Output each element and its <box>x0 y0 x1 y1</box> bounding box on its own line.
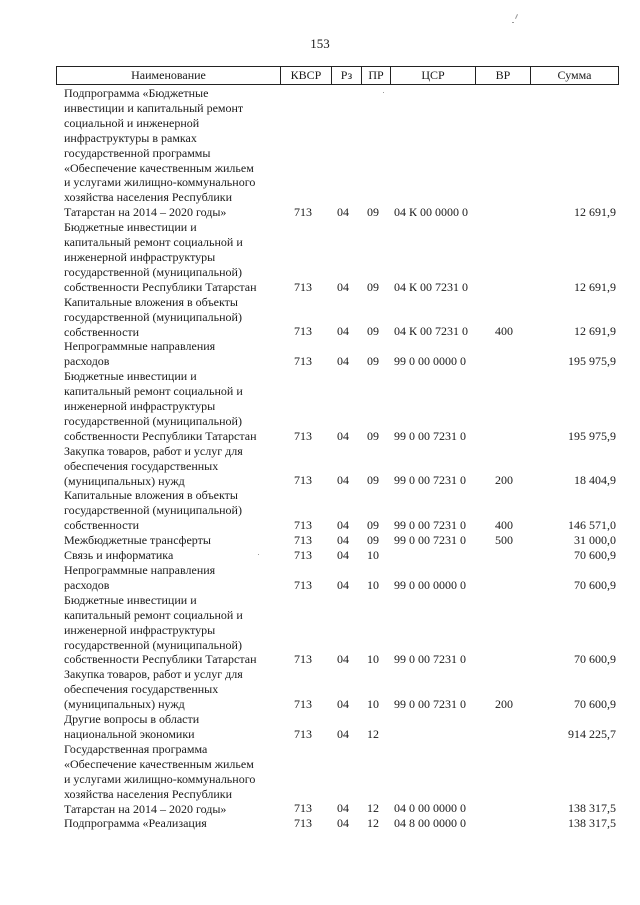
cell-pr: 09 <box>367 354 379 369</box>
header-pr: ПР <box>361 67 390 84</box>
cell-rz: 04 <box>337 652 349 667</box>
cell-csr <box>394 548 484 563</box>
cell-csr: 99 0 00 7231 0 <box>394 428 466 443</box>
cell-vr: 400 <box>495 324 513 339</box>
table-row <box>0 563 640 593</box>
cell-pr: 09 <box>367 324 379 339</box>
cell-rz: 04 <box>337 533 349 548</box>
table-row <box>0 295 640 340</box>
scan-speck <box>383 92 384 93</box>
cell-csr: 99 0 00 7231 0 <box>394 518 466 533</box>
table-row <box>0 712 640 742</box>
cell-name: Другие вопросы в области национальной экономики <box>64 712 200 741</box>
cell-pr: 10 <box>367 577 379 592</box>
cell-pr: 09 <box>367 205 379 220</box>
table-row <box>0 593 640 668</box>
cell-pr: 09 <box>367 518 379 533</box>
cell-name: Подпрограмма «Бюджетные инвестиции и капитальный ремонт социальной и инженерной инфраструктуры в рамках государственной программы «Обеспечение качественным жильем и услугами жилищно-коммунального хозяйства населения Республики Татарстан на 2014 – 2020 годы» <box>64 86 256 220</box>
page-number: 153 <box>310 36 330 51</box>
cell-kvsr: 713 <box>294 473 312 488</box>
cell-sum: 914 225,7 <box>568 726 616 741</box>
cell-kvsr: 713 <box>294 652 312 667</box>
cell-name: Капитальные вложения в объекты государственной (муниципальной) собственности <box>64 294 242 339</box>
cell-sum: 138 317,5 <box>568 801 616 816</box>
cell-vr: 400 <box>495 518 513 533</box>
cell-vr <box>490 280 518 295</box>
table-row <box>0 86 640 220</box>
cell-kvsr: 713 <box>294 697 312 712</box>
cell-kvsr: 713 <box>294 279 312 294</box>
cell-rz: 04 <box>337 473 349 488</box>
budget-table <box>0 86 640 831</box>
scan-speck <box>258 554 259 555</box>
cell-name: Межбюджетные трансферты <box>64 533 211 548</box>
cell-rz: 04 <box>337 428 349 443</box>
cell-kvsr: 713 <box>294 577 312 592</box>
header-vr: ВР <box>475 67 530 84</box>
table-row <box>0 369 640 444</box>
cell-name: Государственная программа «Обеспечение качественным жильем и услугами жилищно-коммунального хозяйства населения Республики Татарстан на 2014 – 2020 годы» <box>64 741 256 816</box>
cell-rz: 04 <box>337 205 349 220</box>
cell-vr <box>490 429 518 444</box>
cell-sum: 12 691,9 <box>574 324 616 339</box>
cell-kvsr: 713 <box>294 801 312 816</box>
cell-kvsr: 713 <box>294 324 312 339</box>
table-row <box>0 444 640 489</box>
cell-pr: 12 <box>367 726 379 741</box>
cell-vr <box>490 816 518 831</box>
cell-kvsr: 713 <box>294 428 312 443</box>
cell-rz: 04 <box>337 697 349 712</box>
cell-csr: 04 К 00 7231 0 <box>394 324 469 339</box>
cell-csr: 04 0 00 0000 0 <box>394 801 466 816</box>
cell-pr: 09 <box>367 533 379 548</box>
cell-rz: 04 <box>337 354 349 369</box>
cell-vr <box>490 578 518 593</box>
cell-name: Подпрограмма «Реализация <box>64 816 207 831</box>
cell-pr: 09 <box>367 473 379 488</box>
cell-name: Бюджетные инвестиции и капитальный ремонт социальной и инженерной инфраструктуры государственной (муниципальной) собственности Республики Татарстан <box>64 369 257 443</box>
table-row <box>0 533 640 548</box>
cell-sum: 195 975,9 <box>568 428 616 443</box>
header-name: Наименование <box>131 68 206 82</box>
cell-csr: 04 К 00 7231 0 <box>394 279 469 294</box>
cell-csr: 99 0 00 0000 0 <box>394 577 466 592</box>
cell-kvsr: 713 <box>294 533 312 548</box>
cell-rz: 04 <box>337 577 349 592</box>
cell-csr: 99 0 00 7231 0 <box>394 697 466 712</box>
cell-sum: 70 600,9 <box>574 548 616 562</box>
cell-rz: 04 <box>337 548 349 562</box>
cell-vr: 200 <box>495 697 513 712</box>
cell-pr: 10 <box>367 697 379 712</box>
cell-sum: 12 691,9 <box>574 279 616 294</box>
cell-csr <box>394 727 484 742</box>
cell-kvsr: 713 <box>294 205 312 220</box>
cell-name: Бюджетные инвестиции и капитальный ремонт социальной и инженерной инфраструктуры государственной (муниципальной) собственности Республики Татарстан <box>64 220 257 294</box>
cell-kvsr: 713 <box>294 354 312 369</box>
cell-vr: 500 <box>495 533 513 548</box>
cell-pr: 09 <box>367 428 379 443</box>
cell-sum: 31 000,0 <box>574 533 616 548</box>
cell-rz: 04 <box>337 816 349 831</box>
table-row <box>0 816 640 831</box>
cell-pr: 09 <box>367 279 379 294</box>
scan-speck <box>515 14 518 19</box>
cell-sum: 70 600,9 <box>574 652 616 667</box>
cell-pr: 10 <box>367 548 379 562</box>
cell-sum: 138 317,5 <box>568 816 616 831</box>
cell-rz: 04 <box>337 801 349 816</box>
header-rz: Рз <box>331 67 361 84</box>
cell-rz: 04 <box>337 279 349 294</box>
cell-csr: 99 0 00 0000 0 <box>394 354 466 369</box>
cell-pr: 12 <box>367 816 379 831</box>
cell-csr: 04 8 00 0000 0 <box>394 816 466 831</box>
table-row <box>0 667 640 712</box>
cell-sum: 146 571,0 <box>568 518 616 533</box>
cell-name: Непрограммные направления расходов <box>64 563 216 592</box>
cell-sum: 70 600,9 <box>574 697 616 712</box>
table-row <box>0 488 640 533</box>
cell-vr <box>490 548 518 563</box>
cell-name: Закупка товаров, работ и услуг для обеспечения государственных (муниципальных) нужд <box>64 443 243 488</box>
cell-name: Бюджетные инвестиции и капитальный ремонт социальной и инженерной инфраструктуры государственной (муниципальной) собственности Республики Татарстан <box>64 592 257 667</box>
cell-vr <box>490 801 518 816</box>
cell-rz: 04 <box>337 324 349 339</box>
cell-vr: 200 <box>495 473 513 488</box>
cell-rz: 04 <box>337 726 349 741</box>
table-row <box>0 742 640 817</box>
cell-csr: 99 0 00 7231 0 <box>394 652 466 667</box>
cell-pr: 10 <box>367 652 379 667</box>
cell-sum: 70 600,9 <box>574 577 616 592</box>
cell-vr <box>490 652 518 667</box>
cell-kvsr: 713 <box>294 548 312 562</box>
cell-name: Капитальные вложения в объекты государственной (муниципальной) собственности <box>64 488 242 533</box>
cell-rz: 04 <box>337 518 349 533</box>
table-header <box>56 66 619 85</box>
cell-name: Непрограммные направления расходов <box>64 339 216 369</box>
cell-kvsr: 713 <box>294 816 312 831</box>
cell-sum: 12 691,9 <box>574 205 616 220</box>
cell-vr <box>490 727 518 742</box>
cell-pr: 12 <box>367 801 379 816</box>
table-row <box>0 220 640 295</box>
cell-name: Закупка товаров, работ и услуг для обеспечения государственных (муниципальных) нужд <box>64 667 243 712</box>
scan-speck <box>512 22 514 23</box>
table-row <box>0 339 640 369</box>
cell-vr <box>490 205 518 220</box>
cell-sum: 18 404,9 <box>574 473 616 488</box>
table-row <box>0 548 640 563</box>
header-csr: ЦСР <box>390 67 475 84</box>
header-sum: Сумма <box>530 67 618 84</box>
cell-name: Связь и информатика <box>64 548 174 563</box>
cell-csr: 99 0 00 7231 0 <box>394 473 466 488</box>
cell-kvsr: 713 <box>294 518 312 533</box>
cell-csr: 04 К 00 0000 0 <box>394 205 469 220</box>
cell-vr <box>490 354 518 369</box>
header-kvsr: КВСР <box>280 67 331 84</box>
cell-kvsr: 713 <box>294 726 312 741</box>
cell-sum: 195 975,9 <box>568 354 616 369</box>
cell-csr: 99 0 00 7231 0 <box>394 533 466 548</box>
